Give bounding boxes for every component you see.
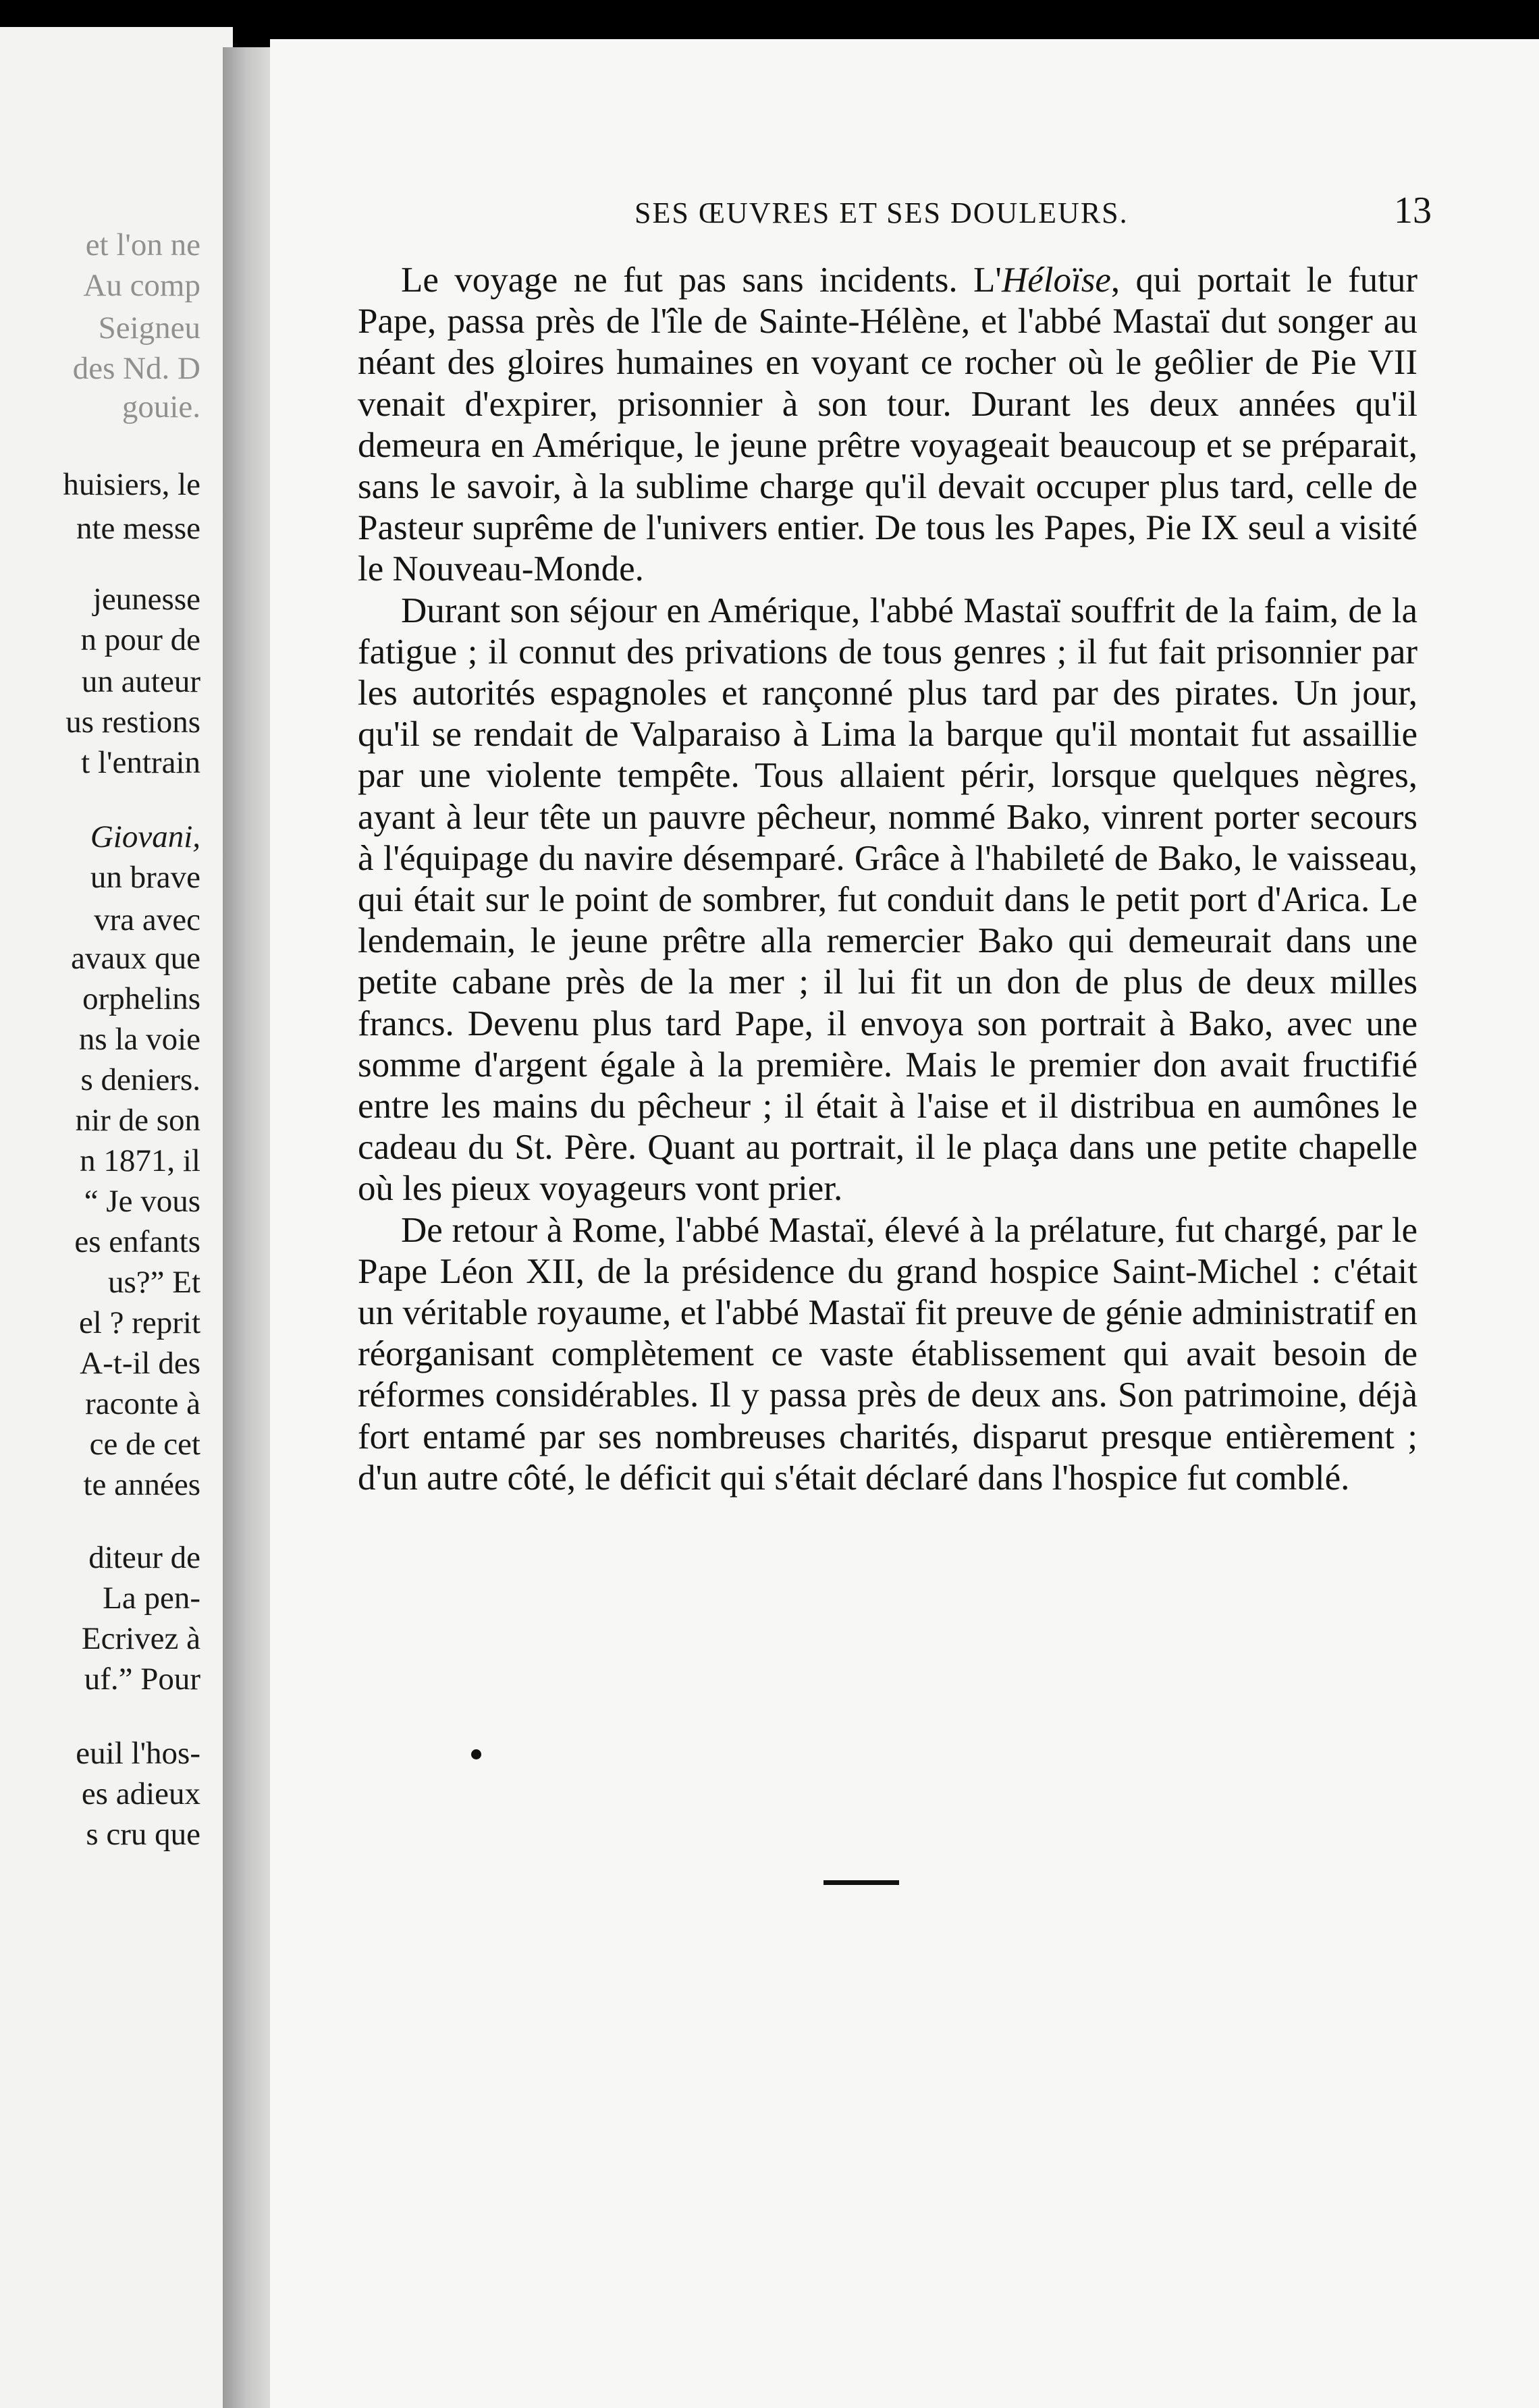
left-page-line: nir de son	[75, 1103, 200, 1138]
left-page-line: et l'on ne	[85, 227, 200, 263]
left-page-line: s cru que	[86, 1817, 200, 1852]
ship-name: Héloïse	[1001, 261, 1111, 300]
left-page-line: des Nd. D	[72, 351, 200, 386]
left-page-line: un auteur	[81, 664, 200, 699]
paragraph-text: Le voyage ne fut pas sans incidents. L'	[401, 261, 1002, 300]
end-rule	[824, 1880, 899, 1885]
left-page-line: el ? reprit	[78, 1305, 200, 1340]
left-page-line: “ Je vous	[84, 1184, 200, 1219]
left-page-line: s deniers.	[80, 1062, 200, 1097]
left-page-line: A-t-il des	[80, 1346, 200, 1381]
left-page-line: huisiers, le	[63, 467, 200, 502]
body-text	[358, 260, 1418, 1499]
left-page-line: ce de cet	[89, 1427, 200, 1462]
left-page-line: Seigneu	[98, 310, 200, 346]
left-page-line: n 1871, il	[80, 1143, 200, 1178]
left-page-line: La pen-	[103, 1581, 200, 1616]
left-page-line: Ecrivez à	[81, 1621, 200, 1656]
left-page-line: vra avec	[94, 902, 200, 937]
left-page-line: jeunesse	[92, 582, 200, 617]
left-page-line: euil l'hos-	[76, 1736, 200, 1771]
left-page-line: orphelins	[82, 981, 200, 1016]
page-header	[364, 190, 1432, 243]
paragraph: De retour à Rome, l'abbé Mastaï, élevé à la prélature, fut chargé, par le Pape Léon XII, de la présidence du grand hospice Saint-Michel : c'était un véritable royaume, et l'abbé Mastaï fit preuve de génie administratif en réorganisant complètement ce vaste établissement qui avait besoin de réformes considérables. Il y passa près de deux ans. Son patrimoine, déjà fort entamé par ses nombreuses charités, disparut presque entièrement ; d'un autre côté, le déficit qui s'était déclaré dans l'hospice fut comblé.	[358, 1210, 1418, 1498]
left-page-line: es enfants	[74, 1224, 200, 1259]
paragraph: Durant son séjour en Amérique, l'abbé Mastaï souffrit de la faim, de la fatigue ; il connut des privations de tous genres ; il fut fait prisonnier par les autorités espagnoles et rançonné plus tard par des pirates. Un jour, qu'il se rendait de Valparaiso à Lima la barque qu'il montait fut assaillie par une violente tempête. Tous allaient périr, lorsque quelques nègres, ayant à leur tête un pauvre pêcheur, nommé Bako, vinrent porter secours à l'équipage du navire désemparé. Grâce à l'habileté de Bako, le vaisseau, qui était sur le point de sombrer, fut conduit dans le petit port d'Arica. Le lendemain, le jeune prêtre alla remercier Bako qui demeurait dans une petite cabane près de la mer ; il lui fit un don de plus de deux milles francs. Devenu plus tard Pape, il envoya son portrait à Bako, avec une somme d'argent égale à la première. Mais le premier don avait fructifié entre les mains du pêcheur ; il était à l'aise et il distribua en aumônes le cadeau du St. Père. Quant au portrait, il le plaça dans une petite chapelle où les pieux voyageurs vont prier.	[358, 591, 1418, 1209]
left-page-line: diteur de	[88, 1540, 200, 1575]
paragraph-text: , qui portait le futur Pape, passa près de l'île de Sainte-Hélène, et l'abbé Mastaï dut songer au néant des gloires humaines en voyant ce rocher où le geôlier de Pie VII venait d'expirer, prisonnier à son tour. Durant les deux années qu'il demeura en Amérique, le jeune prêtre voyageait beaucoup et se préparait, sans le savoir, à la sublime charge qu'il devait occuper plus tard, celle de Pasteur suprême de l'univers entier. De tous les Papes, Pie IX seul a visité le Nouveau-Monde.	[358, 261, 1418, 589]
left-page-fragment	[0, 27, 233, 2408]
left-page-line: us?” Et	[107, 1265, 200, 1300]
left-page-lines	[0, 27, 233, 2408]
left-page-line: te années	[83, 1467, 200, 1502]
left-page-line: un brave	[90, 860, 200, 895]
left-page-line: avaux que	[71, 941, 200, 976]
left-page-line: es adieux	[81, 1776, 200, 1811]
left-page-line: nte messe	[76, 511, 200, 546]
running-title: SES ŒUVRES ET SES DOULEURS.	[634, 196, 1129, 229]
ink-dot	[471, 1749, 481, 1759]
paragraph	[358, 260, 1418, 591]
left-page-line: raconte à	[85, 1386, 200, 1421]
left-page-line: us restions	[65, 705, 200, 740]
left-page-line: gouie.	[122, 389, 200, 425]
left-page-line: t l'entrain	[81, 745, 200, 780]
left-page-line: ns la voie	[78, 1022, 200, 1057]
left-page-line: Giovani,	[90, 819, 200, 854]
left-page-line: n pour de	[80, 622, 200, 657]
left-page-line: Au comp	[83, 268, 200, 303]
left-page-line: uf.” Pour	[84, 1662, 200, 1697]
page-number: 13	[1394, 190, 1432, 231]
